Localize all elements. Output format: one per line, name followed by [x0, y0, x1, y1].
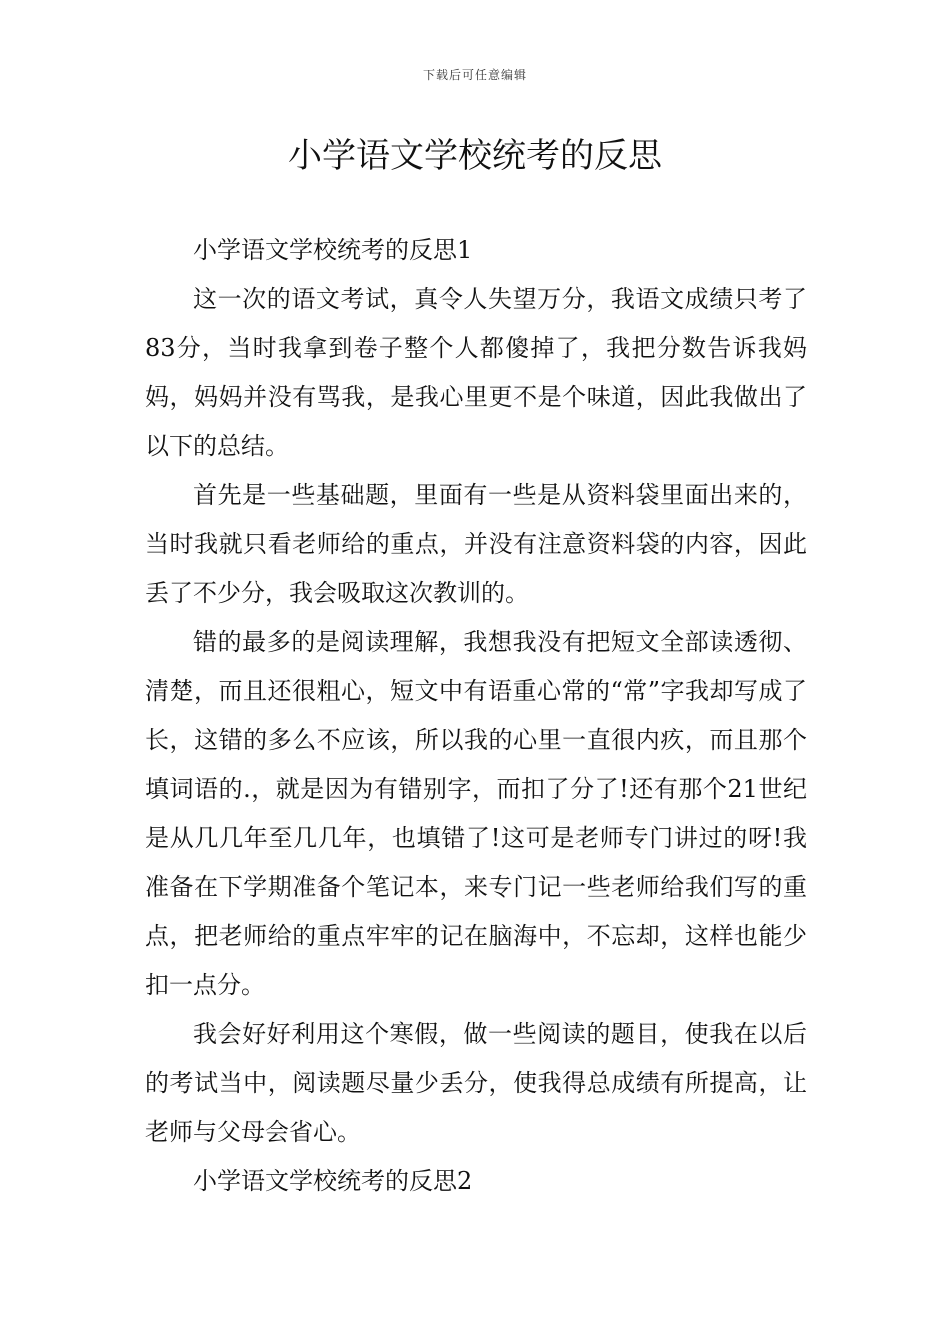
- paragraph: 首先是一些基础题，里面有一些是从资料袋里面出来的，当时我就只看老师给的重点，并没有注意资料袋的内容，因此丢了不少分，我会吸取这次教训的。: [145, 481, 807, 607]
- paragraph: 我会好好利用这个寒假，做一些阅读的题目，使我在以后的考试当中，阅读题尽量少丢分，使我得总成绩有所提高，让老师与父母会省心。: [145, 1020, 807, 1146]
- paragraph: 这一次的语文考试，真令人失望万分，我语文成绩只考了83分，当时我拿到卷子整个人都傻掉了，我把分数告诉我妈妈，妈妈并没有骂我，是我心里更不是个味道，因此我做出了以下的总结。: [145, 285, 807, 460]
- document-body: [145, 226, 807, 1206]
- header-note: 下载后可任意编辑: [422, 68, 527, 82]
- section-heading-1: 小学语文学校统考的反思1: [193, 236, 473, 264]
- document-title: 小学语文学校统考的反思: [288, 136, 662, 176]
- section-heading-2: 小学语文学校统考的反思2: [193, 1167, 473, 1195]
- paragraph: 错的最多的是阅读理解，我想我没有把短文全部读透彻、清楚，而且还很粗心，短文中有语重心常的“常”字我却写成了长，这错的多么不应该，所以我的心里一直很内疚，而且那个填词语的.，就是因为有错别字，而扣了分了!还有那个21世纪是从几几年至几几年，也填错了!这可是老师专门讲过的呀!我准备在下学期准备个笔记本，来专门记一些老师给我们写的重点，把老师给的重点牢牢的记在脑海中，不忘却，这样也能少扣一点分。: [145, 628, 807, 999]
